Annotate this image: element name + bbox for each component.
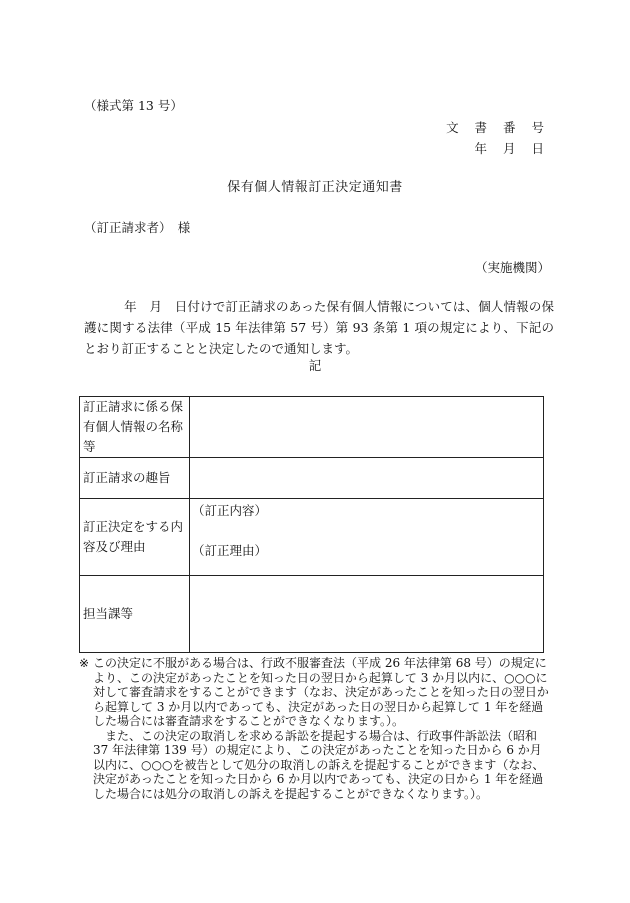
cell-purpose [190, 458, 544, 499]
notes-block [79, 656, 549, 801]
sub-label-correction-content: （訂正内容） [192, 503, 268, 518]
body-paragraph: 年 月 日付けで訂正請求のあった保有個人情報については、個人情報の保護に関する法律（平成 15 年法律第 57 号）第 93 条第 1 項の規定により、下記のとおり訂正することと決定したので通知します。 [84, 299, 554, 356]
row-label-department: 担当課等 [80, 576, 190, 653]
cell-department [190, 576, 544, 653]
note-mark: ※ [79, 656, 90, 670]
note-lawsuit: また、この決定の取消しを求める訴訟を提起する場合は、行政事件訴訟法（昭和 37 年法律第 139 号）の規定により、この決定があったことを知った日から 6 か月以内に、○○○を被告として処分の取消しの訴えを提起することができます（なお、決定があったことを知った日から 6 か月以内であっても、決定の日から 1 年を経過した場合には処分の取消しの訴えを提起することができなくなります。）。 [93, 728, 545, 801]
sub-label-correction-reason: （訂正理由） [192, 543, 268, 558]
row-label-info-name: 訂正請求に係る保有個人情報の名称等 [80, 397, 190, 458]
decision-table [79, 396, 544, 653]
ki-heading: 記 [308, 358, 322, 373]
document-number-label: 文 書 番 号 [446, 120, 550, 135]
row-label-purpose: 訂正請求の趣旨 [80, 458, 190, 499]
table-row [80, 458, 544, 499]
form-number: （様式第 13 号） [84, 98, 183, 113]
table-row [80, 499, 544, 576]
note-appeal: この決定に不服がある場合は、行政不服審査法（平成 26 年法律第 68 号）の規定により、この決定があったことを知った日の翌日から起算して 3 か月以内に、○○○に対して審査請求をすることができます（なお、決定があったことを知った日の翌日から起算して 3 か月以内であっても、決定があった日の翌日から起算して 1 年を経過した場合には審査請求をすることができなくなります。）。 [93, 656, 549, 728]
table-row [80, 576, 544, 653]
agency-line: （実施機関） [474, 260, 550, 275]
body-paragraph-block [84, 296, 554, 359]
table-row [80, 397, 544, 458]
cell-info-name [190, 397, 544, 458]
document-date-label: 年 月 日 [474, 141, 550, 156]
requester-line: （訂正請求者） 様 [84, 220, 191, 235]
row-label-decision-reason: 訂正決定をする内容及び理由 [80, 499, 190, 576]
cell-decision-reason [190, 499, 544, 576]
document-title: 保有個人情報訂正決定通知書 [227, 180, 403, 195]
